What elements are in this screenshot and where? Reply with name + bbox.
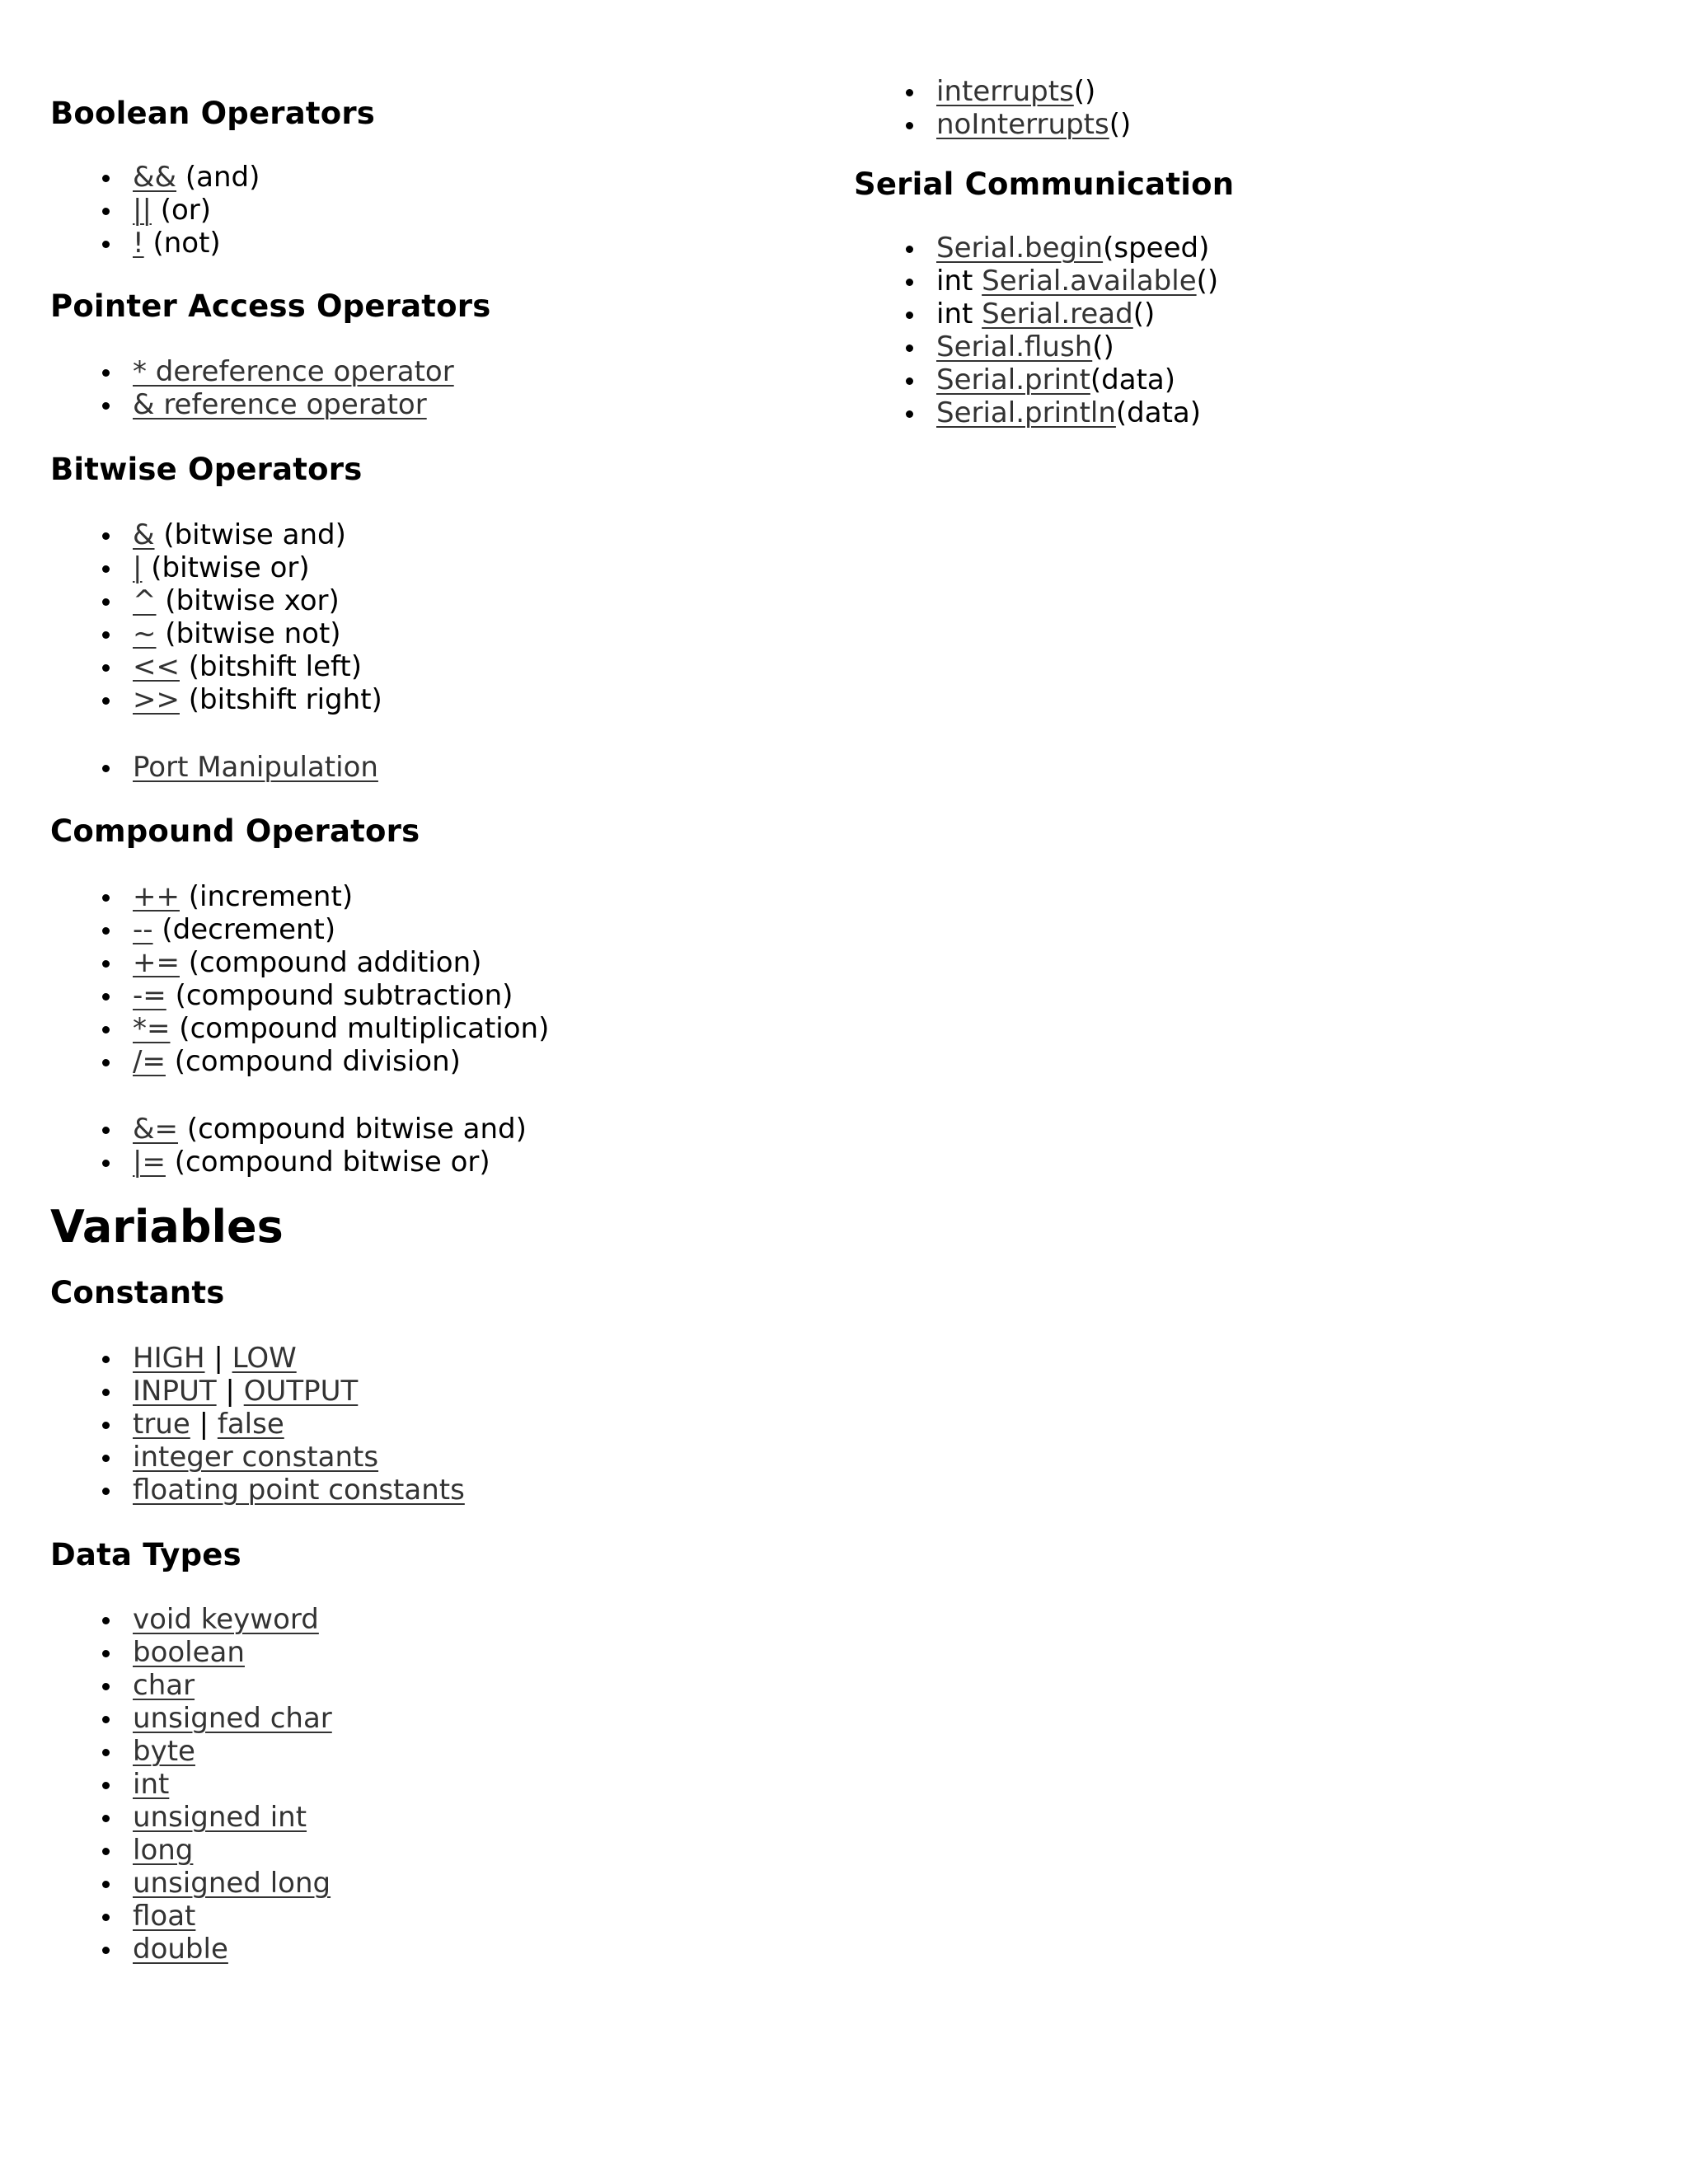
link-high[interactable]: HIGH [133,1342,205,1375]
link-not[interactable]: ! [133,227,144,260]
item-desc: (speed) [1103,232,1210,265]
list-item [936,330,1645,363]
list-item [133,1867,842,1900]
list-item [133,551,842,584]
list-item [133,1768,842,1801]
link-serial-print[interactable]: Serial.print [936,363,1090,396]
link-unsigned-long[interactable]: unsigned long [133,1867,331,1900]
boolean-operators-list [50,161,842,260]
list-item [133,1474,842,1507]
list-item [133,161,842,194]
list-item [133,1342,842,1375]
item-desc: (compound addition) [179,946,482,979]
link-false[interactable]: false [217,1408,284,1441]
port-manipulation-list [50,751,842,784]
link-unsigned-char[interactable]: unsigned char [133,1702,332,1735]
item-desc: (bitwise and) [154,518,346,551]
link-no-interrupts[interactable]: noInterrupts [936,108,1109,141]
list-item [133,388,842,421]
link-bitwise-or[interactable]: | [133,551,143,584]
item-desc: () [1073,75,1096,108]
link-floating-point-constants[interactable]: floating point constants [133,1474,465,1507]
bitwise-operators-list [50,518,842,716]
list-item [936,75,1645,108]
right-column [854,0,1645,429]
link-int[interactable]: int [133,1768,170,1801]
item-desc: (increment) [179,880,354,913]
list-item [133,1834,842,1867]
item-desc: () [1132,298,1156,330]
link-compound-addition[interactable]: += [133,946,180,979]
item-desc: (data) [1090,363,1176,396]
item-desc: (and) [176,161,260,194]
serial-communication-heading: Serial Communication [854,166,1235,202]
item-desc: (bitwise not) [156,617,341,650]
link-unsigned-int[interactable]: unsigned int [133,1801,307,1834]
link-and[interactable]: && [133,161,177,194]
list-item [133,979,842,1012]
list-item [133,1603,842,1636]
link-serial-flush[interactable]: Serial.flush [936,330,1093,363]
item-prefix: int [936,265,982,298]
link-bitwise-not[interactable]: ~ [133,617,157,650]
link-decrement[interactable]: -- [133,913,153,946]
list-item [133,1408,842,1441]
link-bitwise-xor[interactable]: ^ [133,584,157,617]
link-char[interactable]: char [133,1669,195,1702]
item-desc: (bitwise or) [142,551,310,584]
list-item [133,584,842,617]
item-desc: (data) [1115,396,1202,429]
compound-operators-heading: Compound Operators [50,813,420,849]
bitwise-operators-heading: Bitwise Operators [50,452,363,487]
item-desc: (compound multiplication) [170,1012,550,1045]
list-item [133,1669,842,1702]
serial-communication-list [854,232,1645,429]
link-compound-bitwise-or[interactable]: |= [133,1146,166,1179]
list-item [133,1012,842,1045]
list-item [133,683,842,716]
item-desc: () [1196,265,1219,298]
link-true[interactable]: true [133,1408,190,1441]
interrupts-list [854,75,1645,141]
separator: | [204,1342,232,1375]
list-item [133,1375,842,1408]
list-item [133,1933,842,1966]
link-bitwise-and[interactable]: & [133,518,155,551]
list-item [133,1900,842,1933]
item-desc: (decrement) [152,913,336,946]
list-item [133,880,842,913]
item-desc: (compound bitwise and) [178,1113,527,1146]
item-desc: (or) [151,194,212,227]
link-compound-multiplication[interactable]: *= [133,1012,171,1045]
link-byte[interactable]: byte [133,1735,195,1768]
link-compound-bitwise-and[interactable]: &= [133,1113,179,1146]
list-item [133,1801,842,1834]
list-item [133,650,842,683]
link-serial-println[interactable]: Serial.println [936,396,1116,429]
list-item [133,1045,842,1078]
item-desc: (bitwise xor) [156,584,340,617]
pointer-operators-heading: Pointer Access Operators [50,288,491,324]
item-desc: () [1109,108,1132,141]
list-item [133,913,842,946]
link-or[interactable]: || [133,194,152,227]
item-desc: (compound bitwise or) [165,1146,490,1179]
list-item [936,396,1645,429]
link-interrupts[interactable]: interrupts [936,75,1074,108]
link-bitshift-right[interactable]: >> [133,683,180,716]
link-port-manipulation[interactable]: Port Manipulation [133,751,378,784]
item-desc: (bitshift left) [179,650,362,683]
pointer-operators-list [50,355,842,421]
variables-heading: Variables [50,1201,284,1253]
link-reference[interactable]: & reference operator [133,388,427,421]
link-serial-begin[interactable]: Serial.begin [936,232,1104,265]
list-item [936,363,1645,396]
link-serial-available[interactable]: Serial.available [982,265,1197,298]
list-item [133,946,842,979]
compound-bitwise-list [50,1113,842,1179]
list-item [936,298,1645,330]
link-compound-division[interactable]: /= [133,1045,166,1078]
link-compound-subtraction[interactable]: -= [133,979,166,1012]
left-column [50,0,842,1966]
list-item [133,355,842,388]
link-integer-constants[interactable]: integer constants [133,1441,379,1474]
separator: | [190,1408,218,1441]
item-desc: (compound subtraction) [166,979,513,1012]
constants-heading: Constants [50,1275,225,1310]
boolean-operators-heading: Boolean Operators [50,96,376,131]
link-double[interactable]: double [133,1933,228,1966]
list-item [133,751,842,784]
list-item [133,617,842,650]
data-types-list [50,1603,842,1966]
compound-operators-list [50,880,842,1078]
list-item [133,1441,842,1474]
link-dereference[interactable]: * dereference operator [133,355,454,388]
list-item [936,108,1645,141]
link-boolean[interactable]: boolean [133,1636,245,1669]
list-item [936,265,1645,298]
list-item [133,1702,842,1735]
link-input[interactable]: INPUT [133,1375,217,1408]
list-item [133,227,842,260]
item-desc: (bitshift right) [179,683,382,716]
list-item [133,1735,842,1768]
link-low[interactable]: LOW [232,1342,297,1375]
list-item [133,1113,842,1146]
list-item [133,518,842,551]
link-bitshift-left[interactable]: << [133,650,180,683]
link-increment[interactable]: ++ [133,880,180,913]
list-item [133,194,842,227]
item-desc: (compound division) [165,1045,461,1078]
separator: | [216,1375,244,1408]
item-desc: () [1092,330,1114,363]
link-long[interactable]: long [133,1834,194,1867]
data-types-heading: Data Types [50,1537,241,1572]
link-float[interactable]: float [133,1900,196,1933]
link-void[interactable]: void keyword [133,1603,319,1636]
link-serial-read[interactable]: Serial.read [982,298,1133,330]
list-item [133,1636,842,1669]
list-item [133,1146,842,1179]
link-output[interactable]: OUTPUT [243,1375,359,1408]
constants-list [50,1342,842,1507]
list-item [936,232,1645,265]
item-prefix: int [936,298,982,330]
item-desc: (not) [143,227,221,260]
